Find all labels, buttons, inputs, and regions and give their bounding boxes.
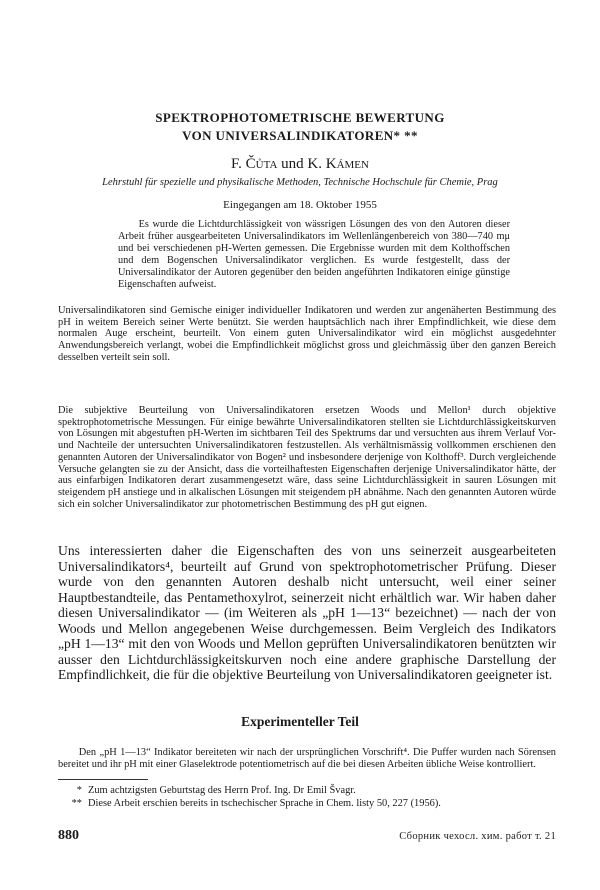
authors bbox=[0, 156, 600, 173]
body-paragraph-3 bbox=[58, 543, 556, 683]
section-heading: Experimenteller Teil bbox=[241, 714, 359, 729]
body-paragraph-4 bbox=[58, 737, 556, 781]
page-number: 880 bbox=[58, 828, 79, 843]
footnote-2 bbox=[58, 798, 556, 810]
paragraph-2-text: Die subjektive Beurteilung von Universalindikatoren ersetzen Woods und Mellon¹ durch objektive spektrophotometrische Messungen. Für einige bewährte Universalindikatoren stellten sie Lichtdurchlässigkeitskurven von Lösungen mit abgestuften pH-Werten im sichtbaren Teil des Spektrums dar und versuchten aus ihrem Verlauf Vor- und Nachteile der untersuchten Universalindikatoren festzustellen. Als verhältnismässig vollkommen erschienen den genannten Autoren der Universalindikator von Bogen² und insbesondere derjenige von Kolthoff³. Durch vergleichende Versuche gelangten sie zu der Ansicht, dass die vorteilhaftesten Eigenschaften derjenige Universalindikator hätte, der aus einfarbigen Indikatoren derart zusammengesetzt wäre, dass seine Lichtdurchlässigkeit in sauren Lösungen mit steigendem pH anstiege und in alkalischen Lösungen mit steigendem pH abnähme. Nach den genannten Autoren würde sich ein solcher Universalindikator zur photometrischen Bestimmung des pH gut eignen. bbox=[58, 405, 556, 510]
author-1-name: Čůta bbox=[245, 156, 278, 172]
abstract-text: Es wurde die Lichtdurchlässigkeit von wässrigen Lösungen des von den Autoren dieser Arbeit früher ausgearbeiteten Universalindikators im Wellenlängenbereich von 380—740 mμ und bei verschiedenen pH-Werten gemessen. Die Ergebnisse wurden mit dem Kolthoffschen und dem Bogenschen Universalindikator verglichen. Es wurde festgestellt, dass der Universalindikator der Autoren gegenüber den beiden angeführten Indikatoren einige günstige Eigenschaften aufweist. bbox=[118, 219, 510, 291]
author-2-initial: K. bbox=[307, 156, 326, 172]
footnote-2-text: Diese Arbeit erschien bereits in tschechischer Sprache in Chem. listy 50, 227 (1956). bbox=[88, 798, 441, 809]
paper-title-line-2: VON UNIVERSALINDIKATOREN* ** bbox=[182, 128, 418, 143]
journal-reference: Сборник чехосл. хим. работ т. 21 bbox=[399, 831, 556, 842]
author-1-initial: F. bbox=[231, 156, 246, 172]
received-date: Eingegangen am 18. Oktober 1955 bbox=[223, 199, 377, 211]
footnote-1-mark: * bbox=[76, 785, 82, 796]
affiliation: Lehrstuhl für spezielle und physikalische Methoden, Technische Hochschule für Chemie, Prag bbox=[102, 177, 498, 188]
body-paragraph-2 bbox=[58, 405, 556, 510]
paragraph-3-text: Uns interessierten daher die Eigenschaften des von uns seinerzeit ausgearbeiteten Universalindikators⁴, beurteilt auf Grund von spektrophotometrischer Prüfung. Dieser wurde von den genannten Autoren deshalb nicht untersucht, weil einer seiner Hauptbestandteile, das Pentamethoxylrot, seinerzeit nicht erhältlich war. Wir haben daher diesen Universalindikator — (im Weiteren als „pH 1—13“ bezeichnet) — nach der von Woods und Mellon angegebenen Weise durchgemessen. Beim Vergleich des Indikators „pH 1—13“ mit den von Woods und Mellon geprüften Universalindikatoren benützten wir ausser den Lichtdurchlässigkeitskurven noch eine andere graphische Darstellung der Empfindlichkeit, die für die objektive Beurteilung von Universalindikatoren geeigneter ist. bbox=[58, 543, 556, 682]
footnote-2-mark: ** bbox=[71, 798, 82, 809]
footnote-1 bbox=[58, 785, 556, 797]
author-2-name: Kámen bbox=[325, 156, 369, 172]
footnote-divider bbox=[58, 779, 148, 780]
authors-conjunction: und bbox=[277, 156, 308, 172]
footnote-1-text: Zum achtzigsten Geburtstag des Herrn Prof. Ing. Dr Emil Švagr. bbox=[88, 785, 356, 796]
abstract bbox=[118, 219, 510, 292]
paper-title-line-1: SPEKTROPHOTOMETRISCHE BEWERTUNG bbox=[155, 110, 445, 125]
paragraph-1-text: Universalindikatoren sind Gemische einiger individueller Indikatoren und werden zur angenäherten Bestimmung des pH in weitem Bereich seiner Werte benützt. Sie werden hauptsächlich nach ihrer Empfindlichkeit, wie diese dem normalen Auge erscheint, beurteilt. Von einem guten Universalindikator wird ein möglichst ausgedehnter Anwendungsbereich verlangt, wobei die Empfindlichkeit möglichst gross und gleichmässig über den ganzen Bereich desselben verteilt sein soll. bbox=[58, 305, 556, 363]
body-paragraph-1 bbox=[58, 305, 556, 364]
paragraph-4-text: Den „pH 1—13“ Indikator bereiteten wir nach der ursprünglichen Vorschrift⁴. Die Puffer wurden nach Sörensen bereitet und ihr pH mit einer Glaselektrode potentiometrisch auf die bei diesen Arbeiten übliche Weise kontrolliert. bbox=[58, 747, 556, 771]
